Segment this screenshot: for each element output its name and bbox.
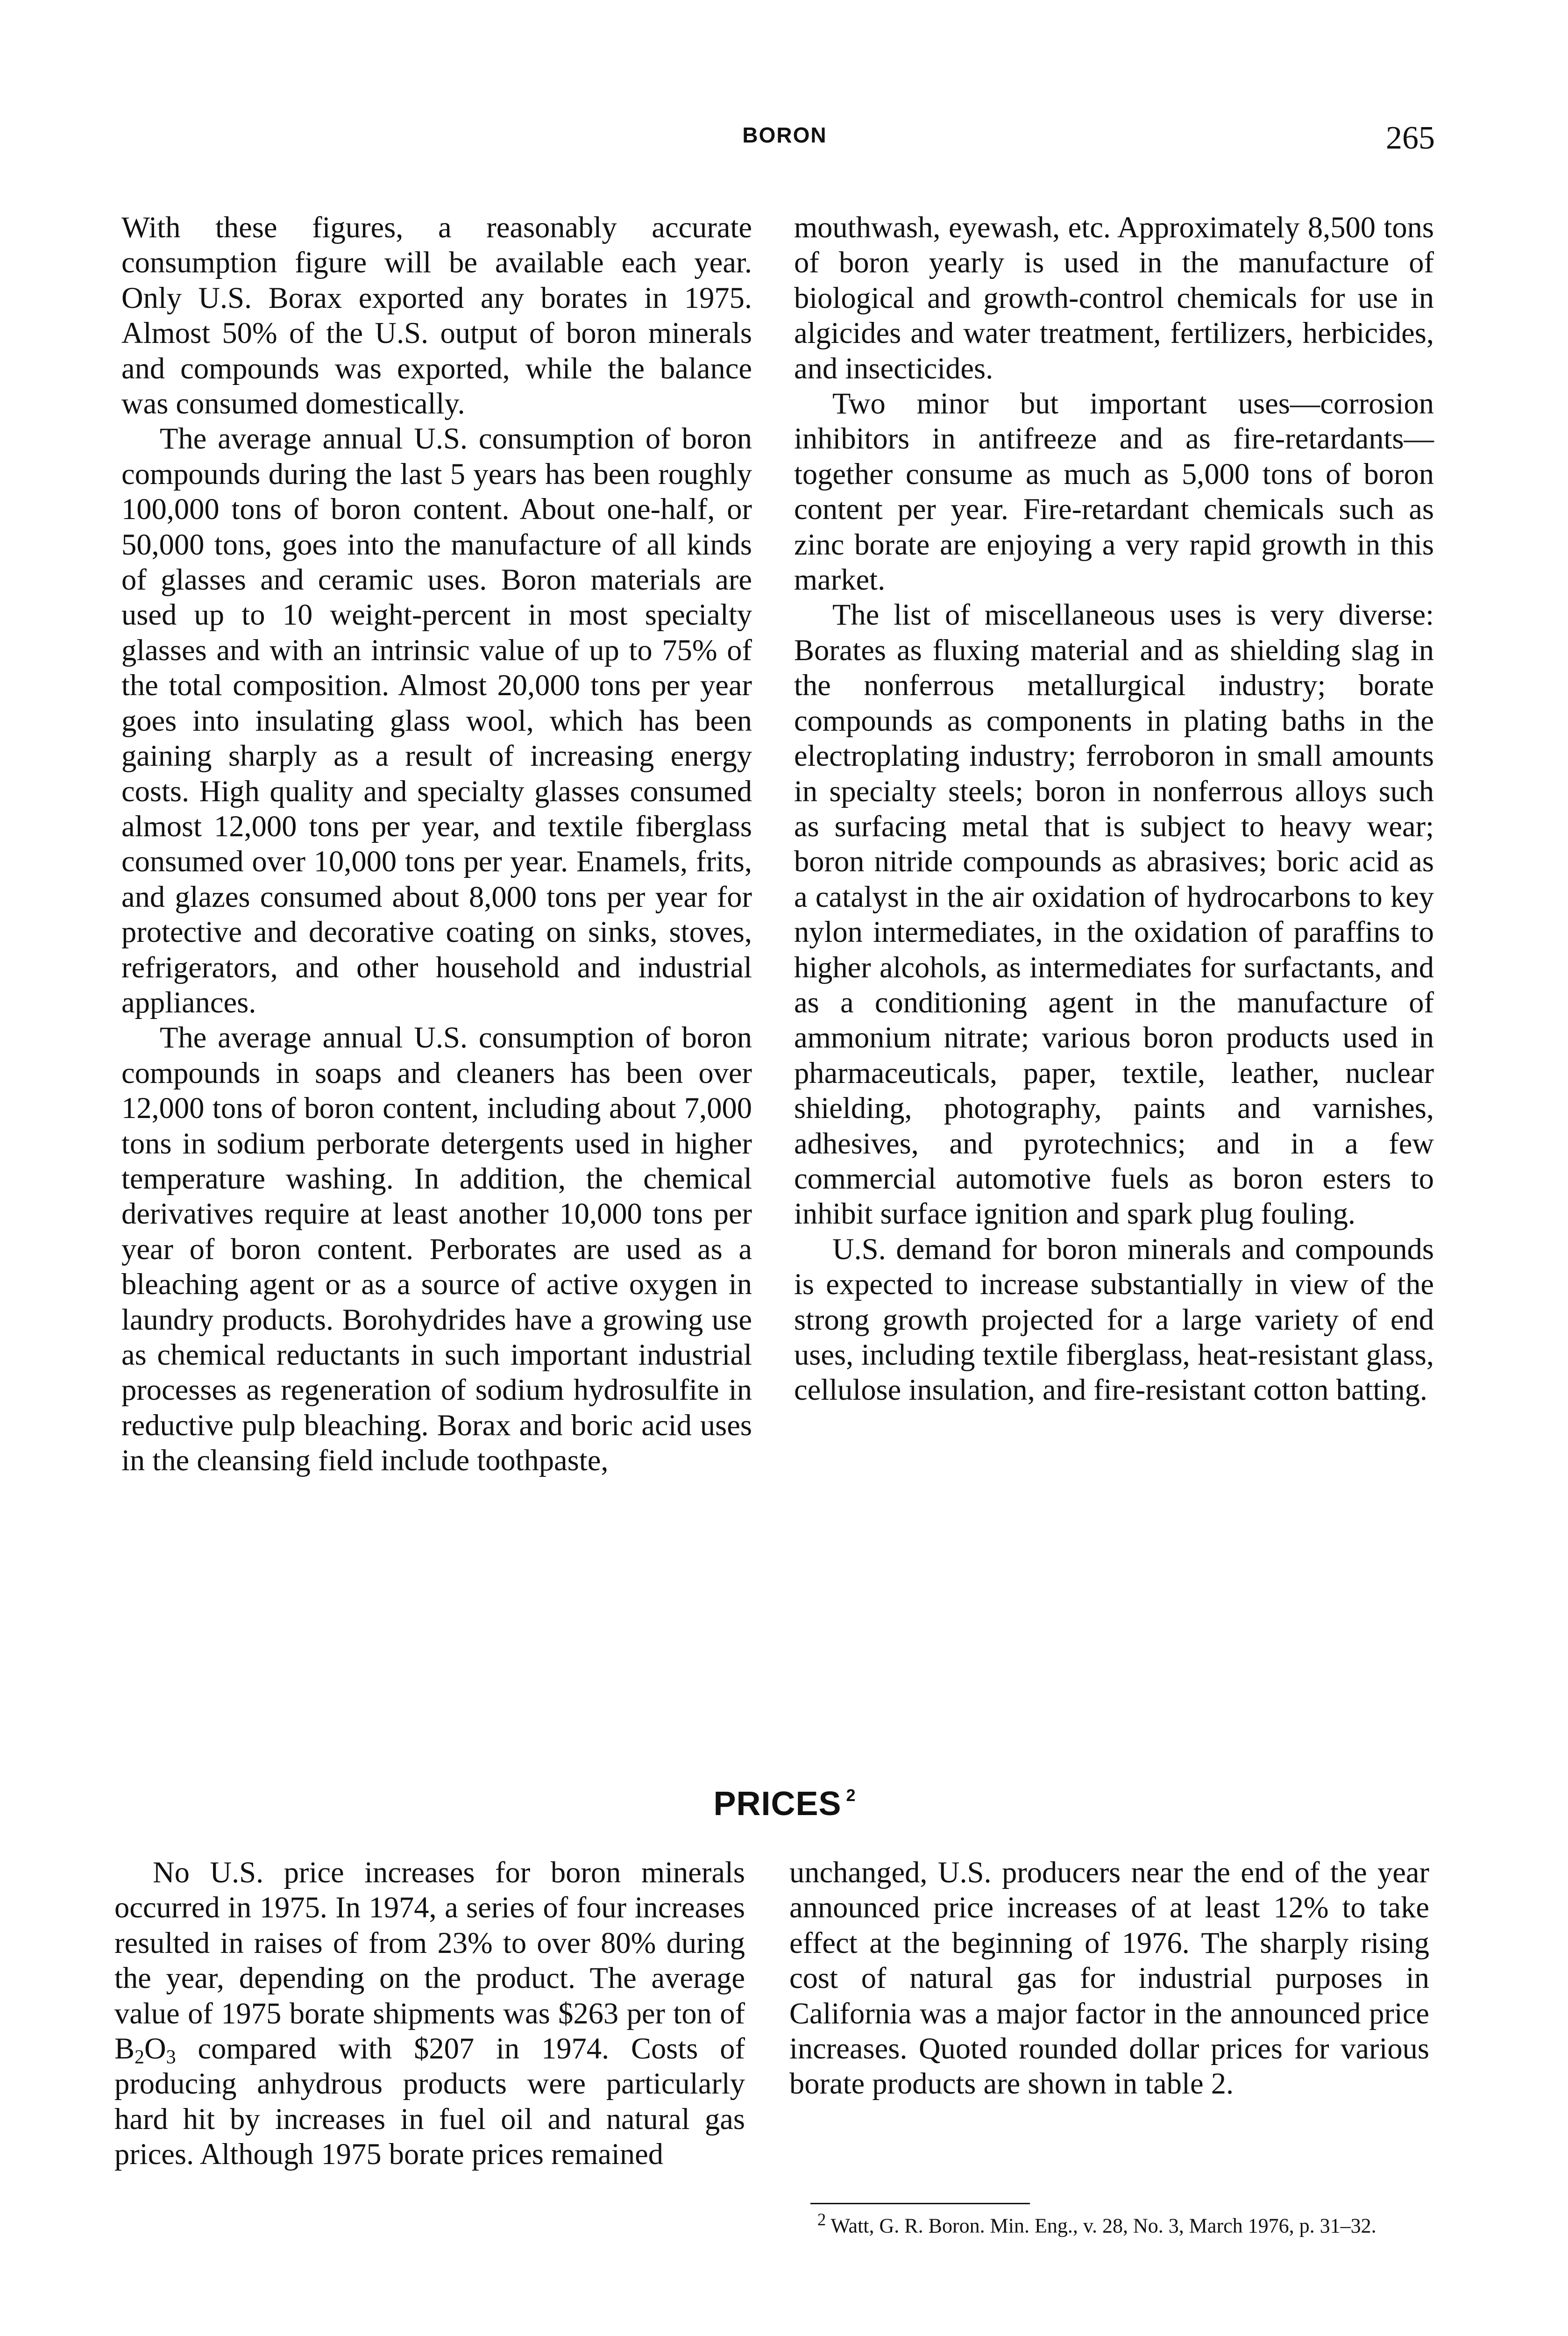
footnote-divider: [810, 2203, 1030, 2204]
paragraph: U.S. demand for boron minerals and compounds is expected to increase substantially in view of the strong growth projected for a large variety of end uses, including textile fiberglass, heat-resistant glass, cellulose insulation, and fire-resistant cotton batting.: [794, 1232, 1434, 1407]
footnote-marker: 2: [817, 2210, 826, 2229]
subscript: 3: [166, 2046, 176, 2068]
page-number: 265: [1386, 120, 1435, 156]
footnote: [789, 2208, 1429, 2238]
paragraph: The list of miscellaneous uses is very diverse: Borates as fluxing material and as shielding slag in the nonferrous metallurgical industry; borate compounds as components in plating baths in the electroplating industry; ferroboron in small amounts in specialty steels; boron in nonferrous alloys such as surfacing metal that is subject to heavy wear; boron nitride compounds as abrasives; boric acid as a catalyst in the air oxidation of hydrocarbons to key nylon intermediates, in the oxidation of paraffins to higher alcohols, as intermediates for surfactants, and as a conditioning agent in the manufacture of ammonium nitrate; various boron products used in pharmaceuticals, paper, textile, leather, nuclear shielding, photography, paints and varnishes, adhesives, and pyrotechnics; and in a few commercial automotive fuels as boron esters to inhibit surface ignition and spark plug fouling.: [794, 598, 1434, 1231]
paragraph: Two minor but important uses—corrosion inhibitors in antifreeze and as fire-retardants—together consume as much as 5,000 tons of boron content per year. Fire-retardant chemicals such as zinc borate are enjoying a very rapid growth in this market.: [794, 387, 1434, 597]
paragraph: The average annual U.S. consumption of boron compounds in soaps and cleaners has been over 12,000 tons of boron content, including about 7,000 tons in sodium perborate detergents used in higher temperature washing. In addition, the chemical derivatives require at least another 10,000 tons per year of boron content. Perborates are used as a bleaching agent or as a source of active oxygen in laundry products. Borohydrides have a growing use as chemical reductants in such important industrial processes as regeneration of sodium hydrosulfite in reductive pulp bleaching. Borax and boric acid uses in the cleansing field include toothpaste,: [121, 1021, 752, 1477]
paragraph: [114, 1855, 745, 2172]
text-run: O: [144, 2032, 166, 2065]
right-column-top: [794, 210, 1434, 1408]
left-column-top: [121, 210, 752, 1478]
footnote-text: Watt, G. R. Boron. Min. Eng., v. 28, No. 3, March 1976, p. 31–32.: [830, 2214, 1376, 2237]
section-heading-text: PRICES: [713, 1785, 842, 1823]
section-heading-prices: [607, 1785, 962, 1823]
text-run: compared with $207 in 1974. Costs of producing anhydrous products were particularly hard hit by increases in fuel oil and natural gas prices. Although 1975 borate prices remained: [114, 2032, 745, 2171]
left-column-prices: [114, 1855, 745, 2172]
footnote-reference: 2: [846, 1786, 856, 1805]
paragraph: unchanged, U.S. producers near the end of the year announced price increases of at least 12% to take effect at the beginning of 1976. The sharply rising cost of natural gas for industrial purposes in California was a major factor in the announced price increases. Quoted rounded dollar prices for various borate products are shown in table 2.: [789, 1856, 1429, 2101]
paragraph: With these figures, a reasonably accurate consumption figure will be available each year. Only U.S. Borax exported any borates in 1975. Almost 50% of the U.S. output of boron minerals and compounds was exported, while the balance was consumed domestically.: [121, 211, 752, 420]
subscript: 2: [135, 2046, 144, 2068]
paragraph: mouthwash, eyewash, etc. Approximately 8,500 tons of boron yearly is used in the manufacture of biological and growth-control chemicals for use in algicides and water treatment, fertilizers, herbicides, and insecticides.: [794, 211, 1434, 385]
running-head: BORON: [742, 123, 827, 147]
text-run: No U.S. price increases for boron minerals occurred in 1975. In 1974, a series of four increases resulted in raises of from 23% to over 80% during the year, depending on the product. The average value of 1975 borate shipments was $263 per ton of B: [114, 1856, 745, 2065]
right-column-prices: [789, 1855, 1429, 2101]
paragraph: The average annual U.S. consumption of boron compounds during the last 5 years has been roughly 100,000 tons of boron content. About one-half, or 50,000 tons, goes into the manufacture of all kinds of glasses and ceramic uses. Boron materials are used up to 10 weight-percent in most specialty glasses and with an intrinsic value of up to 75% of the total composition. Almost 20,000 tons per year goes into insulating glass wool, which has been gaining sharply as a result of increasing energy costs. High quality and specialty glasses consumed almost 12,000 tons per year, and textile fiberglass consumed over 10,000 tons per year. Enamels, frits, and glazes consumed about 8,000 tons per year for protective and decorative coating on sinks, stoves, refrigerators, and other household and industrial appliances.: [121, 422, 752, 1019]
